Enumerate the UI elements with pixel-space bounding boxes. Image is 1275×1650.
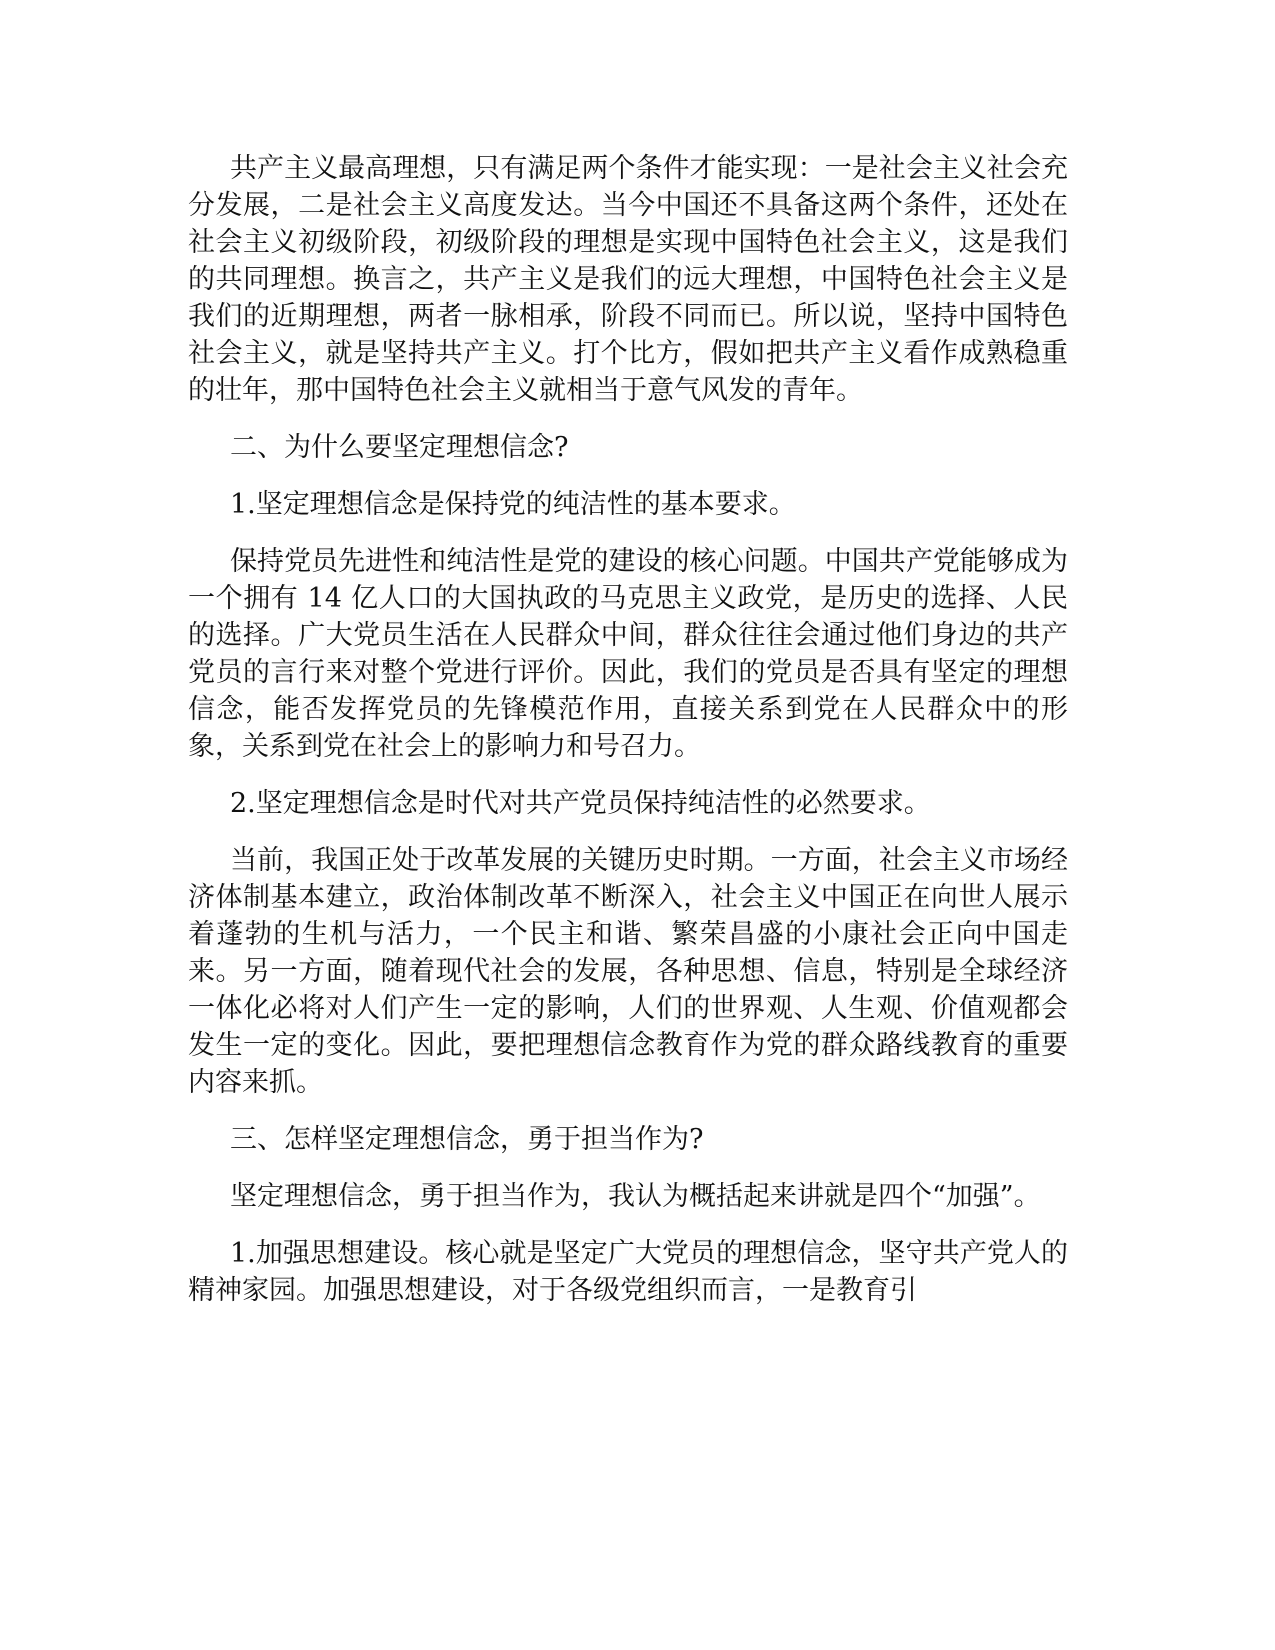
paragraph-reform-period: 当前，我国正处于改革发展的关键历史时期。一方面，社会主义市场经济体制基本建立，政治体制改革不断深入，社会主义中国正在向世人展示着蓬勃的生机与活力，一个民主和谐、繁荣昌盛的小康社会正向中国走来。另一方面，随着现代社会的发展，各种思想、信息，特别是全球经济一体化必将对人们产生一定的影响，人们的世界观、人生观、价值观都会发生一定的变化。因此，要把理想信念教育作为党的群众路线教育的重要内容来抓。 [188, 845, 1068, 1098]
subheading-era-requirement: 2.坚定理想信念是时代对共产党员保持纯洁性的必然要求。 [230, 788, 931, 819]
paragraph-four-strengthen: 坚定理想信念，勇于担当作为，我认为概括起来讲就是四个“加强”。 [230, 1181, 1041, 1212]
subheading-purity-basic: 1.坚定理想信念是保持党的纯洁性的基本要求。 [230, 489, 796, 520]
paragraph-communism-ideal: 共产主义最高理想，只有满足两个条件才能实现：一是社会主义社会充分发展，二是社会主义高度发达。当今中国还不具备这两个条件，还处在社会主义初级阶段，初级阶段的理想是实现中国特色社会主义，这是我们的共同理想。换言之，共产主义是我们的远大理想，中国特色社会主义是我们的近期理想，两者一脉相承，阶段不同而已。所以说，坚持中国特色社会主义，就是坚持共产主义。打个比方，假如把共产主义看作成熟稳重的壮年，那中国特色社会主义就相当于意气风发的青年。 [188, 153, 1068, 406]
section-heading-why: 二、为什么要坚定理想信念? [230, 432, 569, 463]
document-body [188, 150, 1068, 1329]
paragraph-party-purity: 保持党员先进性和纯洁性是党的建设的核心问题。中国共产党能够成为一个拥有 14 亿人口的大国执政的马克思主义政党，是历史的选择、人民的选择。广大党员生活在人民群众中间，群众往往会通过他们身边的共产党员的言行来对整个党进行评价。因此，我们的党员是否具有坚定的理想信念，能否发挥党员的先锋模范作用，直接关系到党在人民群众中的形象，关系到党在社会上的影响力和号召力。 [188, 546, 1068, 762]
section-heading-how: 三、怎样坚定理想信念，勇于担当作为? [230, 1124, 704, 1155]
paragraph-ideological-building: 1.加强思想建设。核心就是坚定广大党员的理想信念，坚守共产党人的精神家园。加强思想建设，对于各级党组织而言，一是教育引 [188, 1238, 1068, 1306]
